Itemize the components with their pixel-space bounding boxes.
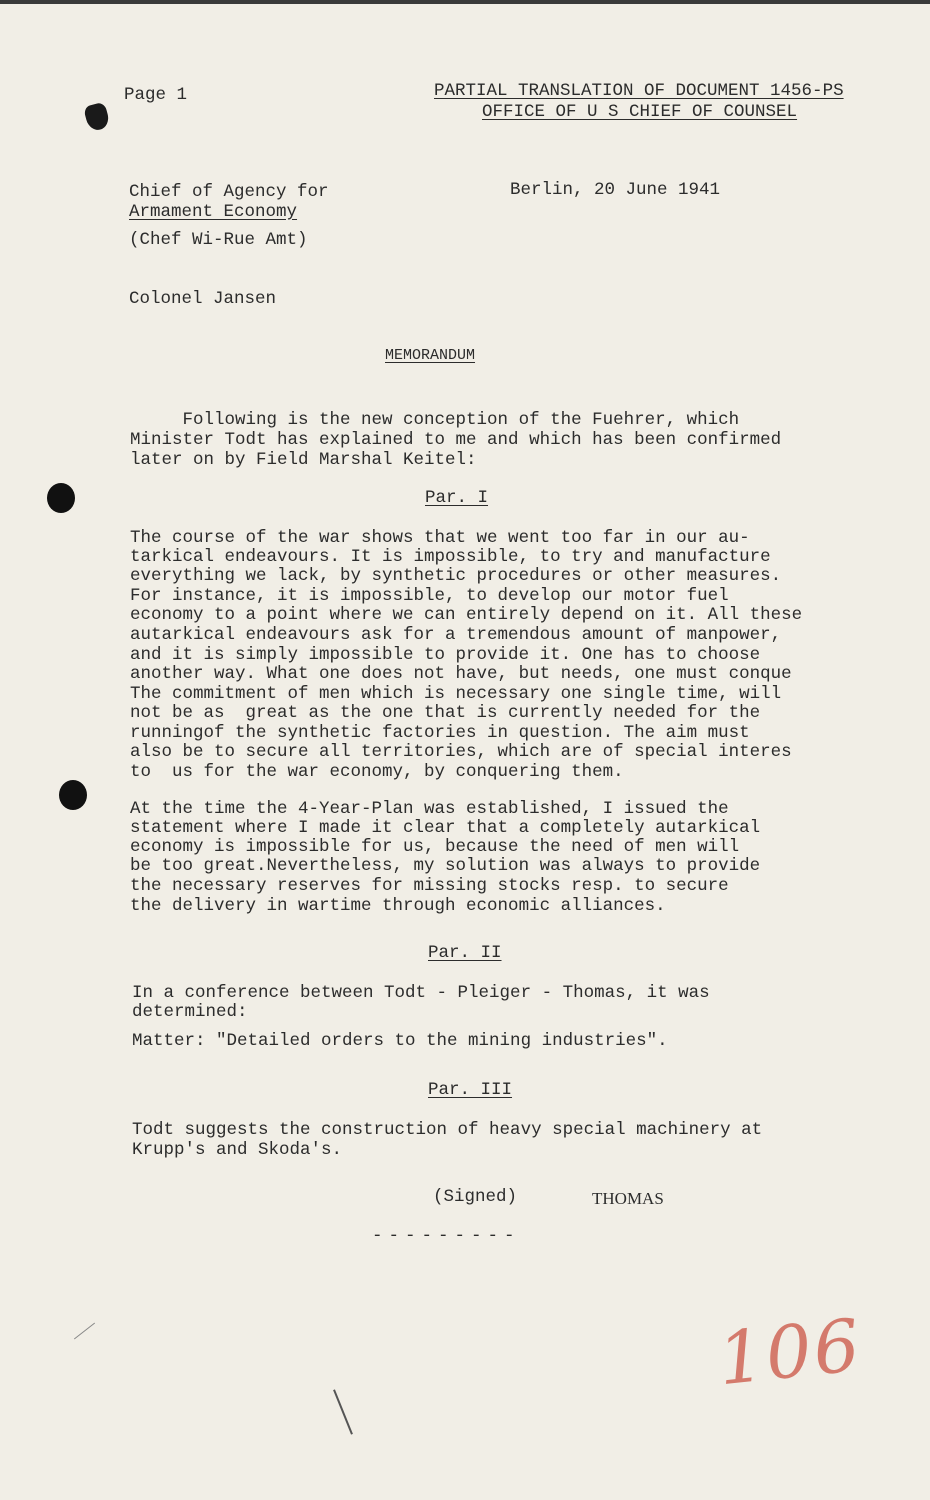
par-1-line: runningof the synthetic factories in question. The aim must bbox=[130, 723, 750, 743]
intro-line-1: Following is the new conception of the Fuehrer, which bbox=[130, 410, 740, 430]
par-1-line: The course of the war shows that we went too far in our au- bbox=[130, 528, 750, 548]
par-1b-line: be too great.Nevertheless, my solution was always to provide bbox=[130, 856, 761, 876]
par-1-line: not be as great as the one that is currently needed for the bbox=[130, 703, 761, 723]
par-3-line-2: Krupp's and Skoda's. bbox=[132, 1140, 343, 1160]
par-1-line: autarkical endeavours ask for a tremendous amount of manpower, bbox=[130, 625, 782, 645]
par-1-line: to us for the war economy, by conquering them. bbox=[130, 762, 624, 782]
par-1-line: economy to a point where we can entirely depend on it. All these bbox=[130, 605, 803, 625]
par-1-line: For instance, it is impossible, to develop our motor fuel bbox=[130, 586, 729, 606]
par-1-line: and it is simply impossible to provide it. One has to choose bbox=[130, 645, 761, 665]
par-1-line: also be to secure all territories, which are of special interes bbox=[130, 742, 792, 762]
pencil-mark bbox=[74, 1323, 95, 1340]
signature-separator: --------- bbox=[372, 1226, 521, 1246]
par-2-matter: Matter: "Detailed orders to the mining industries". bbox=[132, 1031, 668, 1051]
punch-hole-bottom bbox=[59, 780, 87, 810]
signed-label: (Signed) bbox=[433, 1187, 518, 1207]
par-2-heading: Par. II bbox=[428, 943, 502, 963]
par-1-line: The commitment of men which is necessary one single time, will bbox=[130, 684, 782, 704]
sender-line-2: Armament Economy bbox=[129, 202, 298, 222]
signer-name: THOMAS bbox=[592, 1189, 664, 1208]
punch-hole-top bbox=[47, 483, 75, 513]
handwritten-page-number: 106 bbox=[714, 1302, 866, 1402]
par-3-line-1: Todt suggests the construction of heavy special machinery at bbox=[132, 1120, 763, 1140]
place-date: Berlin, 20 June 1941 bbox=[510, 180, 721, 200]
sender-line-1: Chief of Agency for bbox=[129, 182, 329, 202]
top-border bbox=[0, 0, 930, 4]
ink-blot bbox=[83, 102, 111, 133]
intro-line-3: later on by Field Marshal Keitel: bbox=[130, 450, 477, 470]
par-1b-line: At the time the 4-Year-Plan was established, I issued the bbox=[130, 799, 729, 819]
par-1b-line: economy is impossible for us, because the need of men will bbox=[130, 837, 740, 857]
document-title: PARTIAL TRANSLATION OF DOCUMENT 1456-PS bbox=[434, 81, 844, 101]
par-1-line: another way. What one does not have, but needs, one must conque bbox=[130, 664, 792, 684]
office-title: OFFICE OF U S CHIEF OF COUNSEL bbox=[482, 102, 798, 122]
par-3-heading: Par. III bbox=[428, 1080, 513, 1100]
sender-line-3: (Chef Wi-Rue Amt) bbox=[129, 230, 308, 250]
page-label: Page 1 bbox=[124, 85, 188, 105]
par-1b-line: the delivery in wartime through economic alliances. bbox=[130, 896, 666, 916]
pencil-mark bbox=[333, 1389, 353, 1434]
memo-title: MEMORANDUM bbox=[385, 347, 476, 364]
par-2-line-2: determined: bbox=[132, 1002, 248, 1022]
par-1-line: everything we lack, by synthetic procedures or other measures. bbox=[130, 566, 782, 586]
par-1-heading: Par. I bbox=[425, 488, 489, 508]
par-1-line: tarkical endeavours. It is impossible, to try and manufacture bbox=[130, 547, 771, 567]
par-2-line-1: In a conference between Todt - Pleiger - Thomas, it was bbox=[132, 983, 710, 1003]
intro-line-2: Minister Todt has explained to me and which has been confirmed bbox=[130, 430, 782, 450]
par-1b-line: the necessary reserves for missing stocks resp. to secure bbox=[130, 876, 729, 896]
par-1b-line: statement where I made it clear that a completely autarkical bbox=[130, 818, 761, 838]
addressee: Colonel Jansen bbox=[129, 289, 277, 309]
